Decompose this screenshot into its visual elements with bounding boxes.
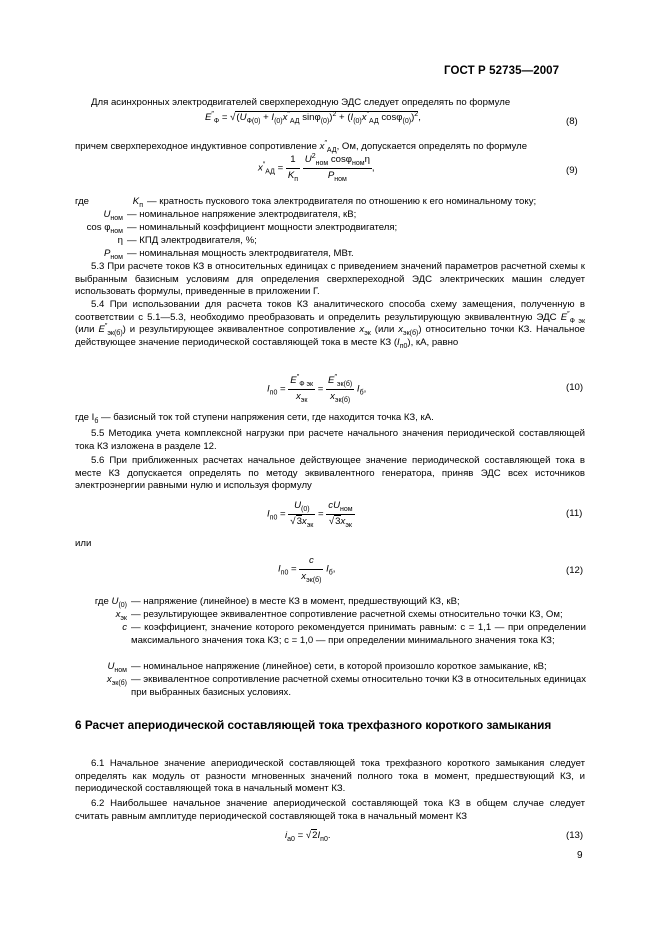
where2-text: — базисный ток той ступени напряжения сети, где находится точка КЗ, кА. [98, 412, 434, 423]
def1-sym-kp: $K_п$ [132, 196, 143, 209]
paragraph-6-1: 6.1 Начальное значение апериодической составляющей тока трехфазного короткого замыкания следует определять как модуль от разности мгновенных значений полного тока в момент, предшествующий КЗ, и периодической составляющей тока в начальный момент КЗ. [75, 758, 585, 795]
def2-sym-unom: $U_{ном}$ [107, 661, 127, 674]
paragraph-5-5: 5.5 Методика учета комплексной нагрузки при расчете начального значения периодической составляющей тока КЗ изложена в разделе 12. [75, 428, 585, 452]
paragraph-5-6: 5.6 При приближенных расчетах начальное действующее значение периодической составляющей тока в месте КЗ допускается определять по методу эквивалентного генератора, приняв ЭДС всех источников электроэнергии равными нулю и используя формулу [75, 455, 585, 492]
equation-number-13: (13) [566, 830, 584, 841]
formula-9: $x''_{АД}$ = $\frac{1}{K_п}$ $\frac{U^2_{ном} \cos\varphi_{ном}\eta}{P_{ном}}$ , [258, 152, 375, 183]
formula-12: $I_{п0}$ = $\frac{c}{x_{эк(б)}}$ $I_б$, [278, 555, 336, 584]
p54-part-d: (или [374, 324, 395, 336]
paragraph-reactance-lead: причем сверхпереходное индуктивное сопротивление [75, 141, 317, 152]
p54-part-b: (или [75, 324, 95, 336]
equation-number-10: (10) [566, 382, 584, 393]
p54-part-f: ), кА, равно [407, 336, 459, 348]
equation-number-9: (9) [566, 165, 578, 176]
def2-text-c: — коэффициент, значение которого рекомендуется принимать равным: c = 1,1 — при определении максимального значения тока КЗ; c = 1,0 — при определении минимального значения тока КЗ; [131, 622, 586, 646]
where-lead-1: где [75, 196, 90, 207]
document-header: ГОСТ Р 52735—2007 [444, 65, 560, 77]
where2-lead: где I [75, 412, 95, 423]
paragraph-6-2: 6.2 Наибольшее начальное значение апериодической составляющей тока КЗ в общем случае следует считать равным амплитуде периодической составляющей тока в начальный момент КЗ [75, 798, 585, 822]
equation-number-8: (8) [566, 116, 578, 127]
def2-text-u0: — напряжение (линейное) в месте КЗ в момент, предшествующий КЗ, кВ; [131, 596, 460, 607]
def1-text-pnom: — номинальная мощность электродвигателя, МВт. [127, 248, 354, 259]
where2-sub: б [94, 417, 99, 425]
def1-sym-pnom: $P_{ном}$ [104, 248, 123, 261]
p54-part-a: 5.4 При использовании для расчета токов КЗ аналитического способа схему замещения, полученную в соответствии с 5.1—5.3, необходимо преобразовать и определить результирующую эквивалентную ЭДС [75, 299, 585, 323]
formula-8: $E''_Ф = √(U_{Ф(0)} + I_{(0)}x''_{АД}$ $\sin\varphi_{(0)})^2 + (I_{(0)}x''_{АД}$ cosφ$_{(0)}$)$^2$, [205, 110, 421, 125]
equation-number-12: (12) [566, 565, 584, 576]
equation-number-11: (11) [566, 508, 583, 519]
def2-sym-u0: где $U_{(0)}$ [94, 596, 127, 609]
section-6-title: 6 Расчет апериодической составляющей тока трехфазного короткого замыкания [75, 718, 552, 732]
def2-text-xek: — результирующее эквивалентное сопротивление расчетной схемы относительно точки КЗ, Ом; [131, 609, 563, 620]
formula-11: $I_{п0}$ = $\frac{U_{(0)}}{√3x_{эк}}$ = $\frac{cU_{ном}}{√3x_{эк}}$ [267, 500, 353, 529]
def1-sym-cos: $\cos \varphi_{ном}$ [86, 222, 123, 235]
paragraph-base-current [75, 412, 585, 425]
def1-text-unom: — номинальное напряжение электродвигателя, кВ; [127, 209, 357, 220]
def2-text-xekb: — эквивалентное сопротивление расчетной схемы относительно точки КЗ в относительных единицах при выбранных базисных условиях. [131, 674, 586, 698]
paragraph-5-4: 5.4 При использовании для расчета токов КЗ аналитического способа схему замещения, полученную в соответствии с 5.1—5.3, необходимо преобразовать и определить результирующую эквивалентную ЭДС $E''_{Ф эк}$ (или $E''_{эк(б)}$) и результирующее эквивалентное сопротивление $x_{эк}$ (или $x_{эк(б)}$) относительно точки КЗ. Начальное действующее значение периодической составляющей тока в месте КЗ $(I_{п0})$, кА, равно [75, 299, 586, 350]
def1-text-eta: — КПД электродвигателя, %; [127, 235, 257, 246]
formula-13: $i_{а0} = √2I_{п0}$. [285, 830, 331, 843]
def2-text-unom: — номинальное напряжение (линейное) сети, в которой произошло короткое замыкание, кВ; [131, 661, 547, 672]
def1-sym-eta: η [117, 235, 123, 246]
formula-10: $I_{п0}$ = $\frac{E''_{Ф эк}}{x_{эк}}$ = $\frac{E''_{эк(б)}}{x_{эк(б)}}$ $I_б$, [267, 373, 367, 404]
paragraph-5-3: 5.3 При расчете токов КЗ в относительных единицах с приведением значений параметров расчетной схемы к выбранным базисным условиям для определения сверхпереходной ЭДС электрических машин следует использовать формулы, приведенные в приложении Г. [75, 261, 585, 298]
or-word: или [75, 538, 92, 549]
p54-part-c: ) и результирующее эквивалентное сопротивление [122, 324, 356, 336]
paragraph-intro: Для асинхронных электродвигателей сверхпереходную ЭДС следует определять по формуле [91, 97, 511, 108]
def2-sym-xek: $x_{эк}$ [115, 609, 127, 622]
def2-sym-xekb: $x_{эк(б)}$ [106, 674, 127, 687]
paragraph-reactance-tail: , Ом, допускается определять по формуле [336, 141, 528, 152]
def1-text-kp: — кратность пускового тока электродвигателя по отношению к его номинальному току; [147, 196, 537, 207]
def1-sym-unom: $U_{ном}$ [103, 209, 123, 222]
page-number: 9 [577, 850, 583, 861]
paragraph-reactance: причем сверхпереходное индуктивное сопротивление $x''_{АД}$, Ом, допускается определять по формуле [75, 139, 528, 154]
def1-text-cos: — номинальный коэффициент мощности электродвигателя; [127, 222, 398, 233]
def2-sym-c: c [122, 622, 127, 633]
p54-part-e: ) относительно точки КЗ. Начальное действующее значение периодической составляющей тока в месте КЗ ( [75, 324, 585, 348]
